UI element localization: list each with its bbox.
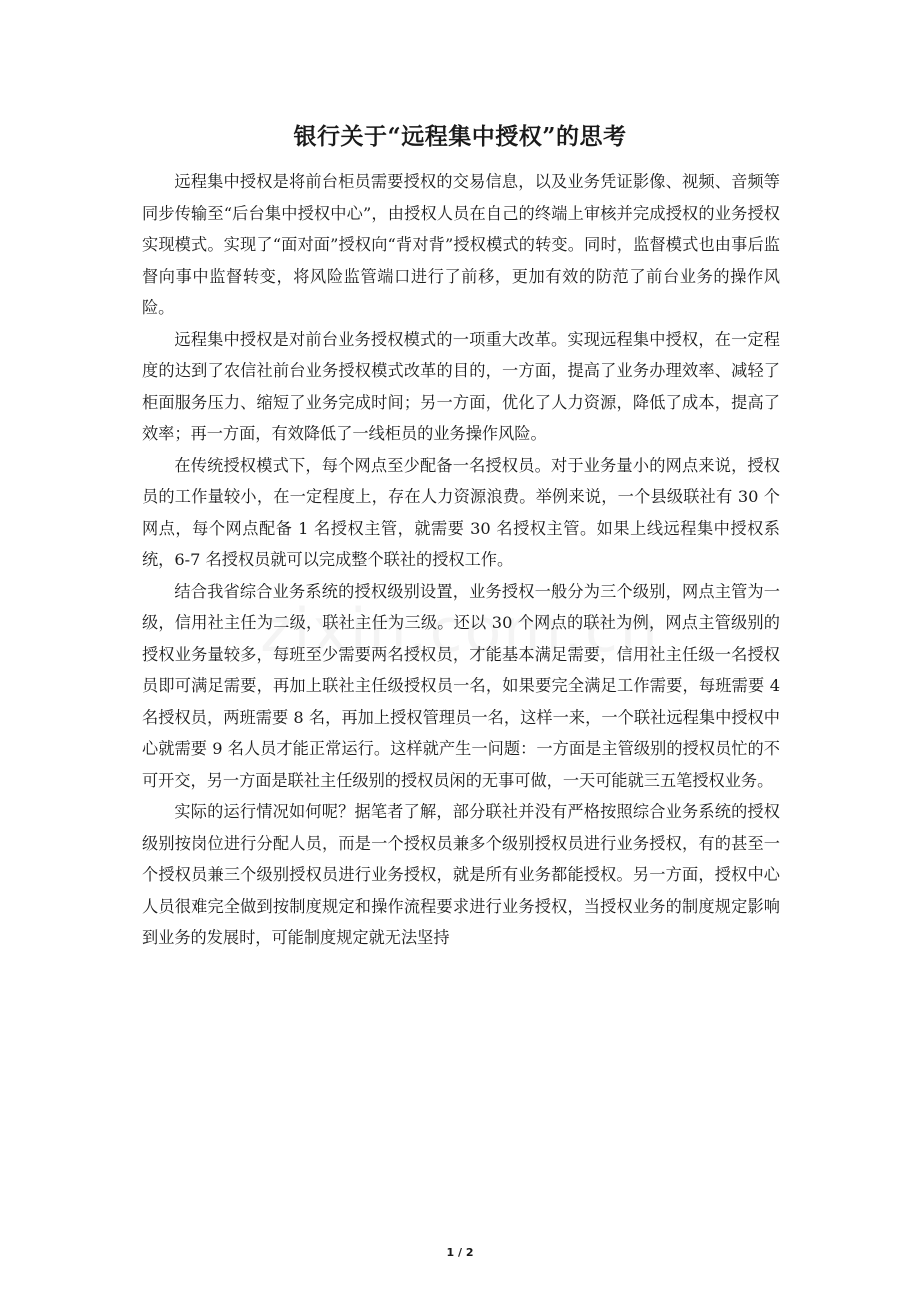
paragraph: 实际的运行情况如何呢？据笔者了解，部分联社并没有严格按照综合业务系统的授权级别按岗位进行分配人员，而是一个授权员兼多个级别授权员进行业务授权，有的甚至一个授权员兼三个级别授权员进行业务授权，就是所有业务都能授权。另一方面，授权中心人员很难完全做到按制度规定和操作流程要求进行业务授权，当授权业务的制度规定影响到业务的发展时，可能制度规定就无法坚持 [142, 802, 780, 947]
paragraph: 远程集中授权是将前台柜员需要授权的交易信息，以及业务凭证影像、视频、音频等同步传输至“后台集中授权中心”，由授权人员在自己的终端上审核并完成授权的业务授权实现模式。实现了“面对面”授权向“背对背”授权模式的转变。同时，监督模式也由事后监督向事中监督转变，将风险监管端口进行了前移，更加有效的防范了前台业务的操作风险。 [142, 172, 780, 317]
document-title: 银行关于“远程集中授权”的思考 [293, 123, 627, 150]
paragraph: 在传统授权模式下，每个网点至少配备一名授权员。对于业务量小的网点来说，授权员的工作量较小，在一定程度上，存在人力资源浪费。举例来说，一个县级联社有 30 个网点，每个网点配备 1 名授权主管，就需要 30 名授权主管。如果上线远程集中授权系统，6-7 名授权员就可以完成整个联社的授权工作。 [142, 455, 780, 569]
document-body [142, 166, 780, 954]
paragraph: 远程集中授权是对前台业务授权模式的一项重大改革。实现远程集中授权，在一定程度的达到了农信社前台业务授权模式改革的目的，一方面，提高了业务办理效率、减轻了柜面服务压力、缩短了业务完成时间；另一方面，优化了人力资源，降低了成本，提高了效率；再一方面，有效降低了一线柜员的业务操作风险。 [142, 329, 780, 443]
paragraph: 结合我省综合业务系统的授权级别设置，业务授权一般分为三个级别，网点主管为一级，信用社主任为二级，联社主任为三级。还以 30 个网点的联社为例，网点主管级别的授权业务量较多，每班至少需要两名授权员，才能基本满足需要，信用社主任级一名授权员即可满足需要，再加上联社主任级授权员一名，如果要完全满足工作需要，每班需要 4 名授权员，两班需要 8 名，再加上授权管理员一名，这样一来，一个联社远程集中授权中心就需要 9 名人员才能正常运行。这样就产生一问题：一方面是主管级别的授权员忙的不可开交，另一方面是联社主任级别的授权员闲的无事可做，一天可能就三五笔授权业务。 [142, 581, 780, 790]
page-number: 1 / 2 [446, 1246, 474, 1259]
